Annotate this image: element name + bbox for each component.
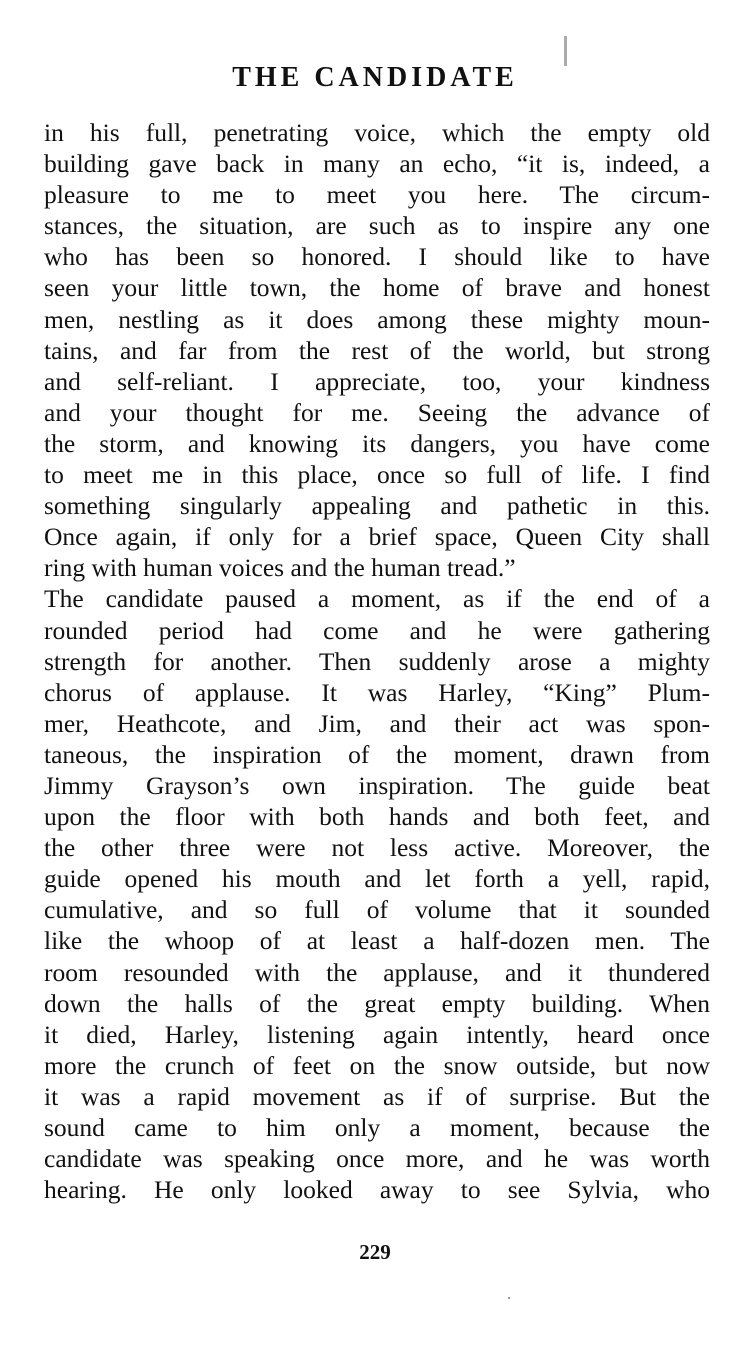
paper-speck xyxy=(508,1297,510,1299)
text-line: Jimmy Grayson’s own inspiration. The guide beat xyxy=(44,770,710,800)
page-number: 229 xyxy=(359,1240,391,1264)
text-line: it died, Harley, listening again intently, heard once xyxy=(44,1019,710,1049)
text-line: to meet me in this place, once so full of life. I find xyxy=(44,460,710,490)
text-line: cumulative, and so full of volume that it sounded xyxy=(44,895,710,925)
text-line: tains, and far from the rest of the world, but strong xyxy=(44,335,710,365)
running-head: THE CANDIDATE xyxy=(232,62,518,93)
text-line: building gave back in many an echo, “it is, indeed, a xyxy=(44,149,710,179)
text-line: who has been so honored. I should like to have xyxy=(44,242,710,272)
text-line: seen your little town, the home of brave and honest xyxy=(44,273,710,303)
text-line: and your thought for me. Seeing the advance of xyxy=(44,397,710,427)
body-text xyxy=(44,117,710,1205)
text-line: candidate was speaking once more, and he was worth xyxy=(44,1144,710,1174)
text-line: The candidate paused a moment, as if the end of a xyxy=(44,584,710,614)
text-line: guide opened his mouth and let forth a yell, rapid, xyxy=(44,864,710,894)
paragraph-1 xyxy=(44,117,710,583)
text-line: taneous, the inspiration of the moment, drawn from xyxy=(44,739,710,769)
text-line: upon the floor with both hands and both feet, and xyxy=(44,802,710,832)
paragraph-2 xyxy=(44,583,710,1205)
text-line: something singularly appealing and pathetic in this. xyxy=(44,491,710,521)
text-line: hearing. He only looked away to see Sylvia, who xyxy=(44,1175,710,1205)
text-line: mer, Heathcote, and Jim, and their act was spon- xyxy=(44,708,710,738)
text-line: and self-reliant. I appreciate, too, your kindness xyxy=(44,366,710,396)
text-line: down the halls of the great empty building. When xyxy=(44,988,710,1018)
text-line: like the whoop of at least a half-dozen men. The xyxy=(44,926,710,956)
text-line: it was a rapid movement as if of surprise. But the xyxy=(44,1081,710,1111)
text-line: rounded period had come and he were gathering xyxy=(44,615,710,645)
text-line: ring with human voices and the human tread.” xyxy=(44,553,516,583)
text-line: chorus of applause. It was Harley, “King” Plum- xyxy=(44,677,710,707)
text-line: room resounded with the applause, and it thundered xyxy=(44,957,710,987)
text-line: the storm, and knowing its dangers, you have come xyxy=(44,428,710,458)
text-line: sound came to him only a moment, because the xyxy=(44,1113,710,1142)
text-line: pleasure to me to meet you here. The circum- xyxy=(44,180,710,210)
text-line: stances, the situation, are such as to inspire any one xyxy=(44,211,710,241)
text-line: strength for another. Then suddenly arose a mighty xyxy=(44,646,710,676)
text-line: in his full, penetrating voice, which the empty old xyxy=(44,118,710,147)
text-line: men, nestling as it does among these mighty moun- xyxy=(44,304,710,334)
text-line: the other three were not less active. Moreover, the xyxy=(44,833,710,863)
text-line: more the crunch of feet on the snow outside, but now xyxy=(44,1050,710,1080)
text-line: Once again, if only for a brief space, Queen City shall xyxy=(44,522,710,552)
